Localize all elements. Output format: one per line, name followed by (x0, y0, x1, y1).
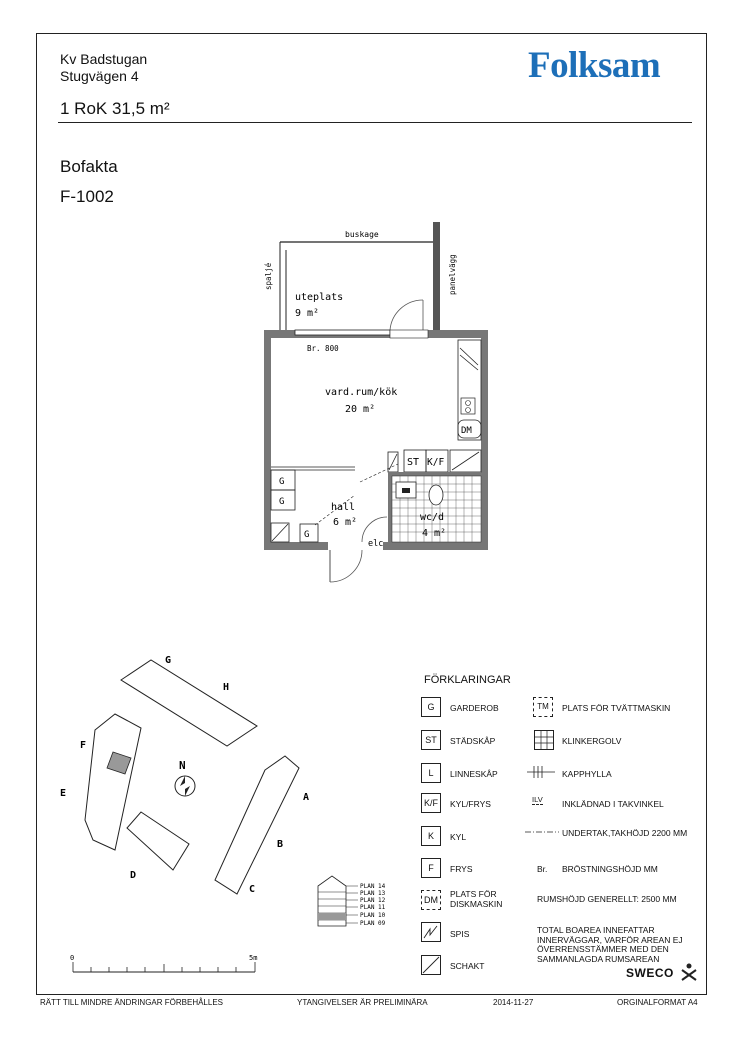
patio-area: 9 m² (295, 308, 320, 319)
legend-label: SPIS (450, 929, 470, 939)
building-label-a: A (303, 792, 310, 803)
total-area-note: TOTAL BOAREA INNEFATTAR INNERVÄGGAR, VARFÖR AREAN EJ ÖVERRENSSTÄMMER MED DEN SAMMANLAGDA RUMSAREAN (537, 925, 683, 964)
info-title: Bofakta (60, 157, 118, 176)
legend-symbol-st: ST (421, 730, 441, 750)
legend-label: BRÖSTNINGSHÖJD MM (562, 864, 658, 874)
level-label: PLAN 14 (360, 883, 386, 890)
building-label-g: G (165, 655, 172, 666)
hall-area: 6 m² (333, 517, 358, 528)
fridge-freezer-label: K/F (427, 457, 445, 468)
apartment-size: 1 RoK 31,5 m² (60, 99, 170, 118)
legend-label: KYL (450, 832, 467, 842)
room-height-note: RUMSHÖJD GENERELLT: 2500 MM (537, 894, 677, 904)
footer-format: ORGINALFORMAT A4 (617, 998, 698, 1007)
footer-preliminary: YTANGIVELSER ÄR PRELIMINÄRA (297, 998, 428, 1007)
cleaning-cabinet-label: ST (407, 457, 420, 468)
level-label: PLAN 10 (360, 912, 386, 919)
floor-plan (250, 220, 500, 590)
trellis-label: spaljé (264, 262, 273, 290)
building-label-h: H (223, 682, 230, 693)
coat-rack-icon (525, 764, 557, 780)
legend-label: STÄDSKÅP (450, 736, 496, 746)
scale-start: 0 (70, 954, 75, 962)
legend-label: PLATS FÖR TVÄTTMASKIN (562, 703, 671, 713)
bathroom-label: wc/d (420, 512, 445, 523)
wardrobe-2-label: G (279, 497, 285, 507)
scale-end: 5m (249, 954, 258, 962)
address-line-2: Stugvägen 4 (60, 68, 139, 84)
hall-label: hall (331, 502, 356, 513)
footer-date: 2014-11-27 (493, 998, 534, 1007)
bathroom-area: 4 m² (422, 528, 447, 539)
building-label-d: D (130, 870, 137, 881)
legend-symbol-br: Br. (537, 864, 548, 874)
sill-height-label: Br. 800 (307, 344, 339, 353)
legend-label: INKLÄDNAD I TAKVINKEL (562, 799, 664, 809)
legend-label: FRYS (450, 864, 473, 874)
legend-label: LINNESKÅP (450, 769, 498, 779)
building-label-f: F (80, 740, 87, 751)
folksam-logo: Folksam (528, 45, 661, 86)
stove-symbol-icon (421, 922, 441, 942)
sweco-logo: SWECO (626, 966, 674, 980)
north-label: N (179, 759, 186, 772)
legend-label: KYL/FRYS (450, 799, 491, 809)
legend-symbol-k: K (421, 826, 441, 846)
wardrobe-1-label: G (279, 477, 285, 487)
legend-label: PLATS FÖR DISKMASKIN (450, 889, 503, 909)
living-area: 20 m² (345, 404, 376, 415)
header-divider (58, 122, 692, 123)
legend-symbol-kf: K/F (421, 793, 441, 813)
patio-label: uteplats (295, 292, 344, 303)
sweco-logo-icon (679, 962, 699, 982)
site-plan (55, 650, 315, 900)
legend-label: SCHAKT (450, 961, 485, 971)
ceiling-line-icon (524, 828, 560, 836)
legend-label: UNDERTAK,TAKHÖJD 2200 MM (562, 828, 688, 838)
apartment-id: F-1002 (60, 187, 114, 206)
legend-label: KAPPHYLLA (562, 769, 612, 779)
scale-bar (65, 950, 275, 980)
dishwasher-label: DM (461, 426, 472, 436)
footer-rights: RÄTT TILL MINDRE ÄNDRINGAR FÖRBEHÅLLES (40, 998, 223, 1007)
living-label: vard.rum/kök (325, 387, 398, 398)
building-label-e: E (60, 788, 67, 799)
level-label: PLAN 11 (360, 904, 386, 911)
electrical-cabinet-label: elc (368, 539, 384, 549)
panel-wall-label: panelvägg (448, 254, 457, 295)
bushes-label: buskage (345, 230, 379, 239)
legend-symbol-g: G (421, 697, 441, 717)
level-label: PLAN 09 (360, 920, 386, 927)
building-label-c: C (249, 884, 256, 895)
legend-title: FÖRKLARINGAR (424, 674, 511, 686)
level-indicator (308, 872, 398, 932)
building-label-b: B (277, 839, 284, 850)
level-label: PLAN 13 (360, 890, 386, 897)
address-line-1: Kv Badstugan (60, 51, 148, 67)
legend-symbol-tm: TM (533, 697, 553, 717)
tile-floor-icon (534, 730, 554, 750)
shaft-symbol-icon (421, 955, 441, 975)
legend-symbol-ilv: ILV (532, 795, 543, 804)
legend-symbol-dm: DM (421, 890, 441, 910)
level-label: PLAN 12 (360, 897, 386, 904)
legend-symbol-f: F (421, 858, 441, 878)
wardrobe-3-label: G (304, 530, 310, 540)
legend-label: KLINKERGOLV (562, 736, 622, 746)
legend-symbol-l: L (421, 763, 441, 783)
legend-label: GARDEROB (450, 703, 499, 713)
